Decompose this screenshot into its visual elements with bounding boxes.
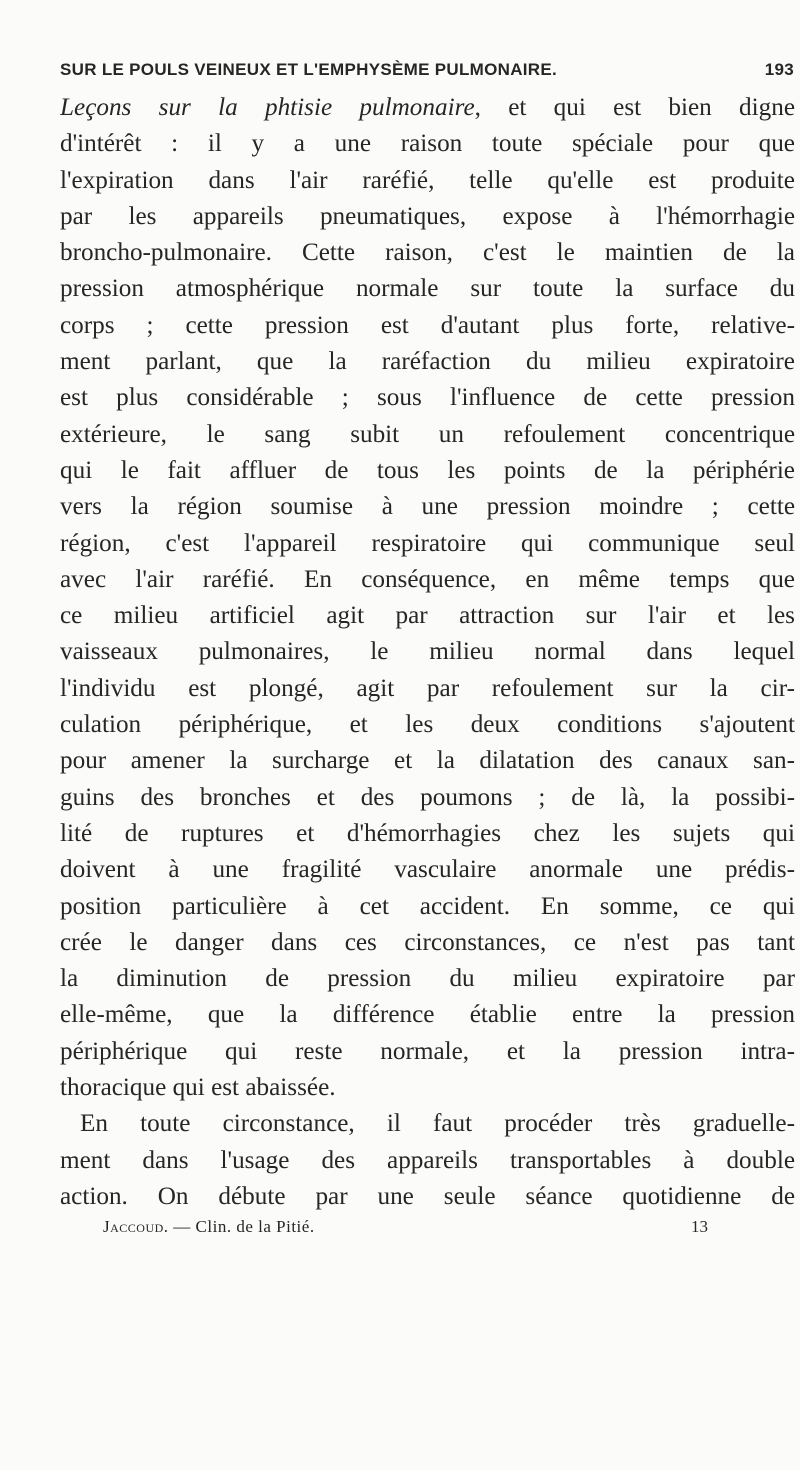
running-title: SUR LE POULS VEINEUX ET L'EMPHYSÈME PULMONAIRE. bbox=[60, 60, 558, 79]
signature-number: 13 bbox=[691, 1217, 708, 1236]
signature-footer bbox=[103, 1217, 708, 1241]
text-line: l'individu est plongé, agit par refoulement sur la cir- bbox=[60, 674, 795, 702]
text-line: avec l'air raréfié. En conséquence, en même temps que bbox=[60, 565, 795, 593]
text-line: pour amener la surcharge et la dilatation des canaux san- bbox=[60, 747, 795, 775]
book-title: Leçons sur la phtisie pulmonaire bbox=[60, 94, 475, 121]
text-line: En toute circonstance, il faut procéder très graduelle- bbox=[80, 1110, 795, 1138]
text-line: est plus considérable ; sous l'influence de cette pression bbox=[60, 384, 795, 412]
text-line-rest: , et qui est bien digne bbox=[474, 94, 795, 121]
text-line: d'intérêt : il y a une raison toute spéciale pour que bbox=[60, 130, 795, 158]
page-number: 193 bbox=[764, 60, 794, 79]
text-line: pression atmosphérique normale sur toute la surface du bbox=[60, 275, 795, 303]
author-name: Jaccoud. bbox=[103, 1217, 169, 1236]
text-line: crée le danger dans ces circonstances, ce n'est pas tant bbox=[60, 928, 795, 956]
body-text bbox=[60, 90, 795, 1215]
running-head bbox=[60, 60, 794, 90]
text-line: l'expiration dans l'air raréfié, telle qu'elle est produite bbox=[60, 166, 795, 194]
text-line: région, c'est l'appareil respiratoire qui communique seul bbox=[60, 529, 795, 557]
text-line: périphérique qui reste normale, et la pression intra- bbox=[60, 1037, 795, 1065]
text-line: ce milieu artificiel agit par attraction sur l'air et les bbox=[60, 602, 795, 630]
text-line: vaisseaux pulmonaires, le milieu normal dans lequel bbox=[60, 638, 795, 666]
text-line: position particulière à cet accident. En somme, ce qui bbox=[60, 892, 795, 920]
text-line: guins des bronches et des poumons ; de là, la possibi- bbox=[60, 783, 795, 811]
text-line bbox=[60, 90, 795, 126]
work-title: — Clin. de la Pitié. bbox=[168, 1217, 315, 1236]
text-line: la diminution de pression du milieu expiratoire par bbox=[60, 965, 795, 993]
signature-mark bbox=[103, 1217, 315, 1237]
text-line: ment dans l'usage des appareils transportables à double bbox=[60, 1146, 795, 1174]
text-line: culation périphérique, et les deux conditions s'ajoutent bbox=[60, 711, 795, 739]
text-line: corps ; cette pression est d'autant plus forte, relative- bbox=[60, 311, 795, 339]
text-line: doivent à une fragilité vasculaire anormale une prédis- bbox=[60, 856, 795, 884]
text-line: thoracique qui est abaissée. bbox=[60, 1074, 336, 1102]
text-line: broncho-pulmonaire. Cette raison, c'est le maintien de la bbox=[60, 239, 795, 267]
text-line: elle-même, que la différence établie entre la pression bbox=[60, 1001, 795, 1029]
text-line: qui le fait affluer de tous les points de la périphérie bbox=[60, 456, 795, 484]
text-line: extérieure, le sang subit un refoulement concentrique bbox=[60, 420, 795, 448]
text-line: par les appareils pneumatiques, expose à l'hémorrhagie bbox=[60, 202, 795, 230]
text-line: action. On débute par une seule séance quotidienne de bbox=[60, 1182, 795, 1210]
text-line: ment parlant, que la raréfaction du milieu expiratoire bbox=[60, 348, 795, 376]
text-line: lité de ruptures et d'hémorrhagies chez les sujets qui bbox=[60, 819, 795, 847]
text-line: vers la région soumise à une pression moindre ; cette bbox=[60, 493, 795, 521]
